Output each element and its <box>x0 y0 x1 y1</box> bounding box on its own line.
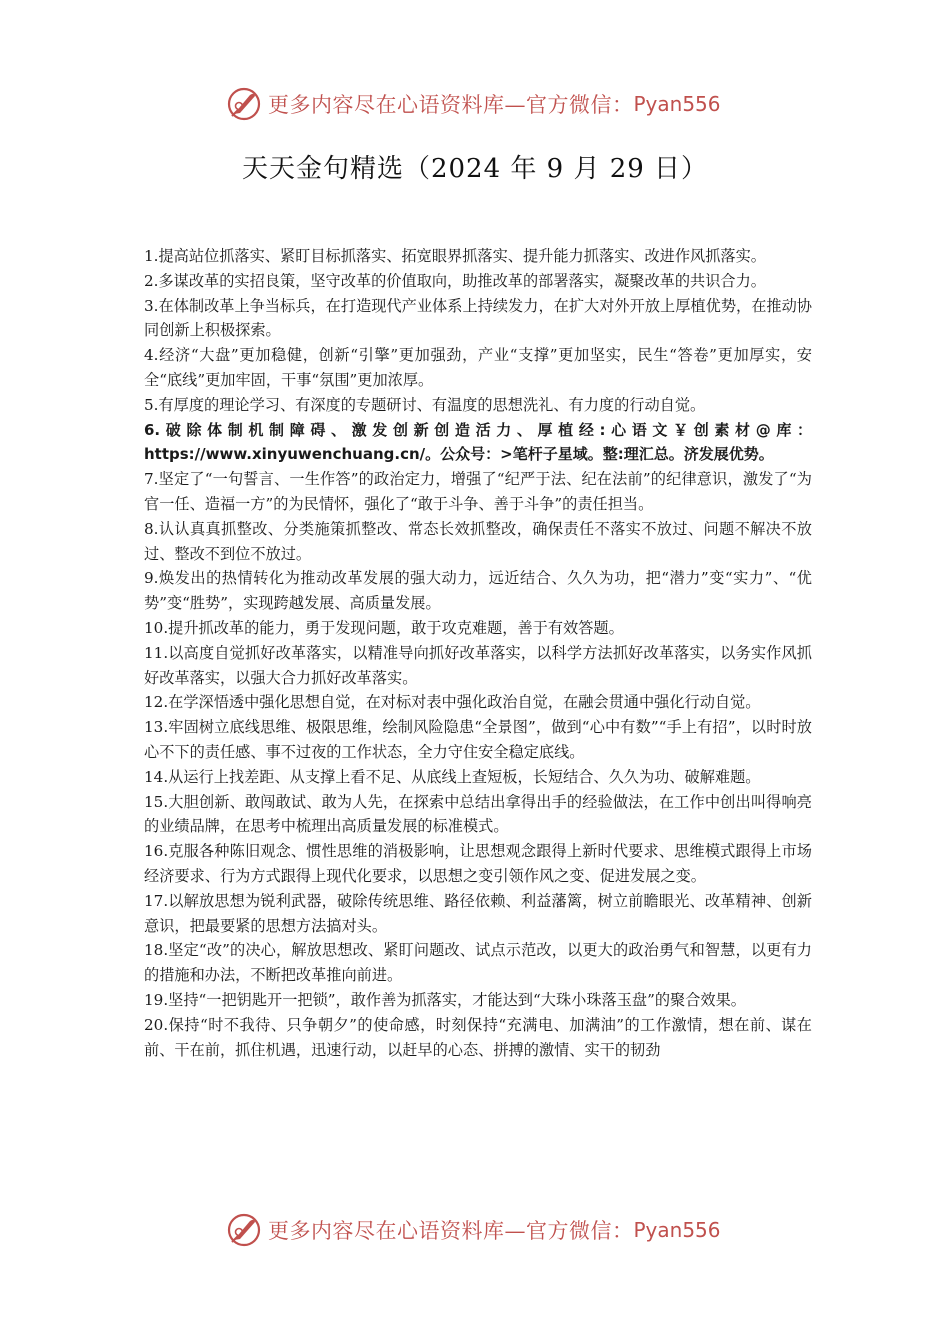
banner-text: 更多内容尽在心语资料库—官方微信： <box>268 1219 634 1243</box>
list-item: 14.从运行上找差距、从支撑上看不足、从底线上查短板，长短结合、久久为功、破解难题。 <box>144 767 761 786</box>
banner-wechat-handle: Pyan556 <box>633 92 721 116</box>
list-item: 20.保持“时不我待、只争朝夕”的使命感，时刻保持“充满电、加满油”的工作激情，想在前、谋在前、干在前，抓住机遇，迅速行动，以赶早的心态、拼搏的激情、实干的韧劲 <box>144 1015 812 1059</box>
list-item: 1.提高站位抓落实、紧盯目标抓落实、拓宽眼界抓落实、提升能力抓落实、改进作风抓落实。 <box>144 247 766 265</box>
list-item: 8.认认真真抓整改、分类施策抓整改、常态长效抓整改，确保责任不落实不放过、问题不解决不放过、整改不到位不放过。 <box>144 519 812 563</box>
list-item: 10.提升抓改革的能力，勇于发现问题，敢于攻克难题，善于有效答题。 <box>144 618 624 637</box>
list-item: 19.坚持“一把钥匙开一把锁”，敢作善为抓落实，才能达到“大珠小珠落玉盘”的聚合效果。 <box>144 990 746 1009</box>
list-item: 2.多谋改革的实招良策，坚守改革的价值取向，助推改革的部署落实，凝聚改革的共识合力。 <box>144 271 766 290</box>
list-item: 13.牢固树立底线思维、极限思维，绘制风险隐患“全景图”，做到“心中有数”“手上有招”，以时时放心不下的责任感、事不过夜的工作状态，全力守住安全稳定底线。 <box>144 718 812 761</box>
banner-text: 更多内容尽在心语资料库—官方微信： <box>268 93 634 117</box>
quote-list <box>144 244 812 1062</box>
list-item: 18.坚定“改”的决心，解放思想改、紧盯问题改、试点示范改，以更大的政治勇气和智慧，以更有力的措施和办法，不断把改革推向前进。 <box>144 941 812 985</box>
list-item: 5.有厚度的理论学习、有深度的专题研讨、有温度的思想洗礼、有力度的行动自觉。 <box>144 395 706 414</box>
quill-logo-icon <box>226 1212 262 1248</box>
header-banner <box>0 84 950 124</box>
list-item: 3.在体制改革上争当标兵，在打造现代产业体系上持续发力，在扩大对外开放上厚植优势，在推动协同创新上积极探索。 <box>144 296 812 340</box>
list-item: 7.坚定了“一句誓言、一生作答”的政治定力，增强了“纪严于法、纪在法前”的纪律意识，激发了“为官一任、造福一方”的为民情怀，强化了“敢于斗争、善于斗争”的责任担当。 <box>144 470 812 513</box>
list-item: 17.以解放思想为锐利武器，破除传统思维、路径依赖、利益藩篱，树立前瞻眼光、改革精神、创新意识，把最要紧的思想方法搞对头。 <box>144 891 812 935</box>
footer-banner <box>0 1210 950 1250</box>
list-item: 9.焕发出的热情转化为推动改革发展的强大动力，远近结合、久久为功，把“潜力”变“实力”、“优势”变“胜势”，实现跨越发展、高质量发展。 <box>144 569 812 613</box>
list-item: 6.破除体制机制障碍、激发创新创造活力、厚植经:心语文￥创素材@库：https://www.xinyuwenchuang.cn/。公众号：>笔杆子星域。整:理汇总。济发展优势。 <box>144 420 812 464</box>
document-title: 天天金句精选（2024 年 9 月 29 日） <box>241 154 709 184</box>
list-item: 12.在学深悟透中强化思想自觉，在对标对表中强化政治自觉，在融会贯通中强化行动自觉。 <box>144 693 761 712</box>
quill-logo-icon <box>226 86 262 122</box>
list-item: 4.经济“大盘”更加稳健，创新“引擎”更加强劲，产业“支撑”更加坚实，民生“答卷”更加厚实，安全“底线”更加牢固，干事“氛围”更加浓厚。 <box>144 346 812 389</box>
banner-wechat-handle: Pyan556 <box>633 1218 721 1242</box>
list-item: 15.大胆创新、敢闯敢试、敢为人先，在探索中总结出拿得出手的经验做法，在工作中创出叫得响亮的业绩品牌，在思考中梳理出高质量发展的标准模式。 <box>144 792 812 836</box>
list-item: 16.克服各种陈旧观念、惯性思维的消极影响，让思想观念跟得上新时代要求、思维模式跟得上市场经济要求、行为方式跟得上现代化要求，以思想之变引领作风之变、促进发展之变。 <box>144 842 812 885</box>
list-item: 11.以高度自觉抓好改革落实，以精准导向抓好改革落实，以科学方法抓好改革落实，以务实作风抓好改革落实，以强大合力抓好改革落实。 <box>144 643 812 687</box>
